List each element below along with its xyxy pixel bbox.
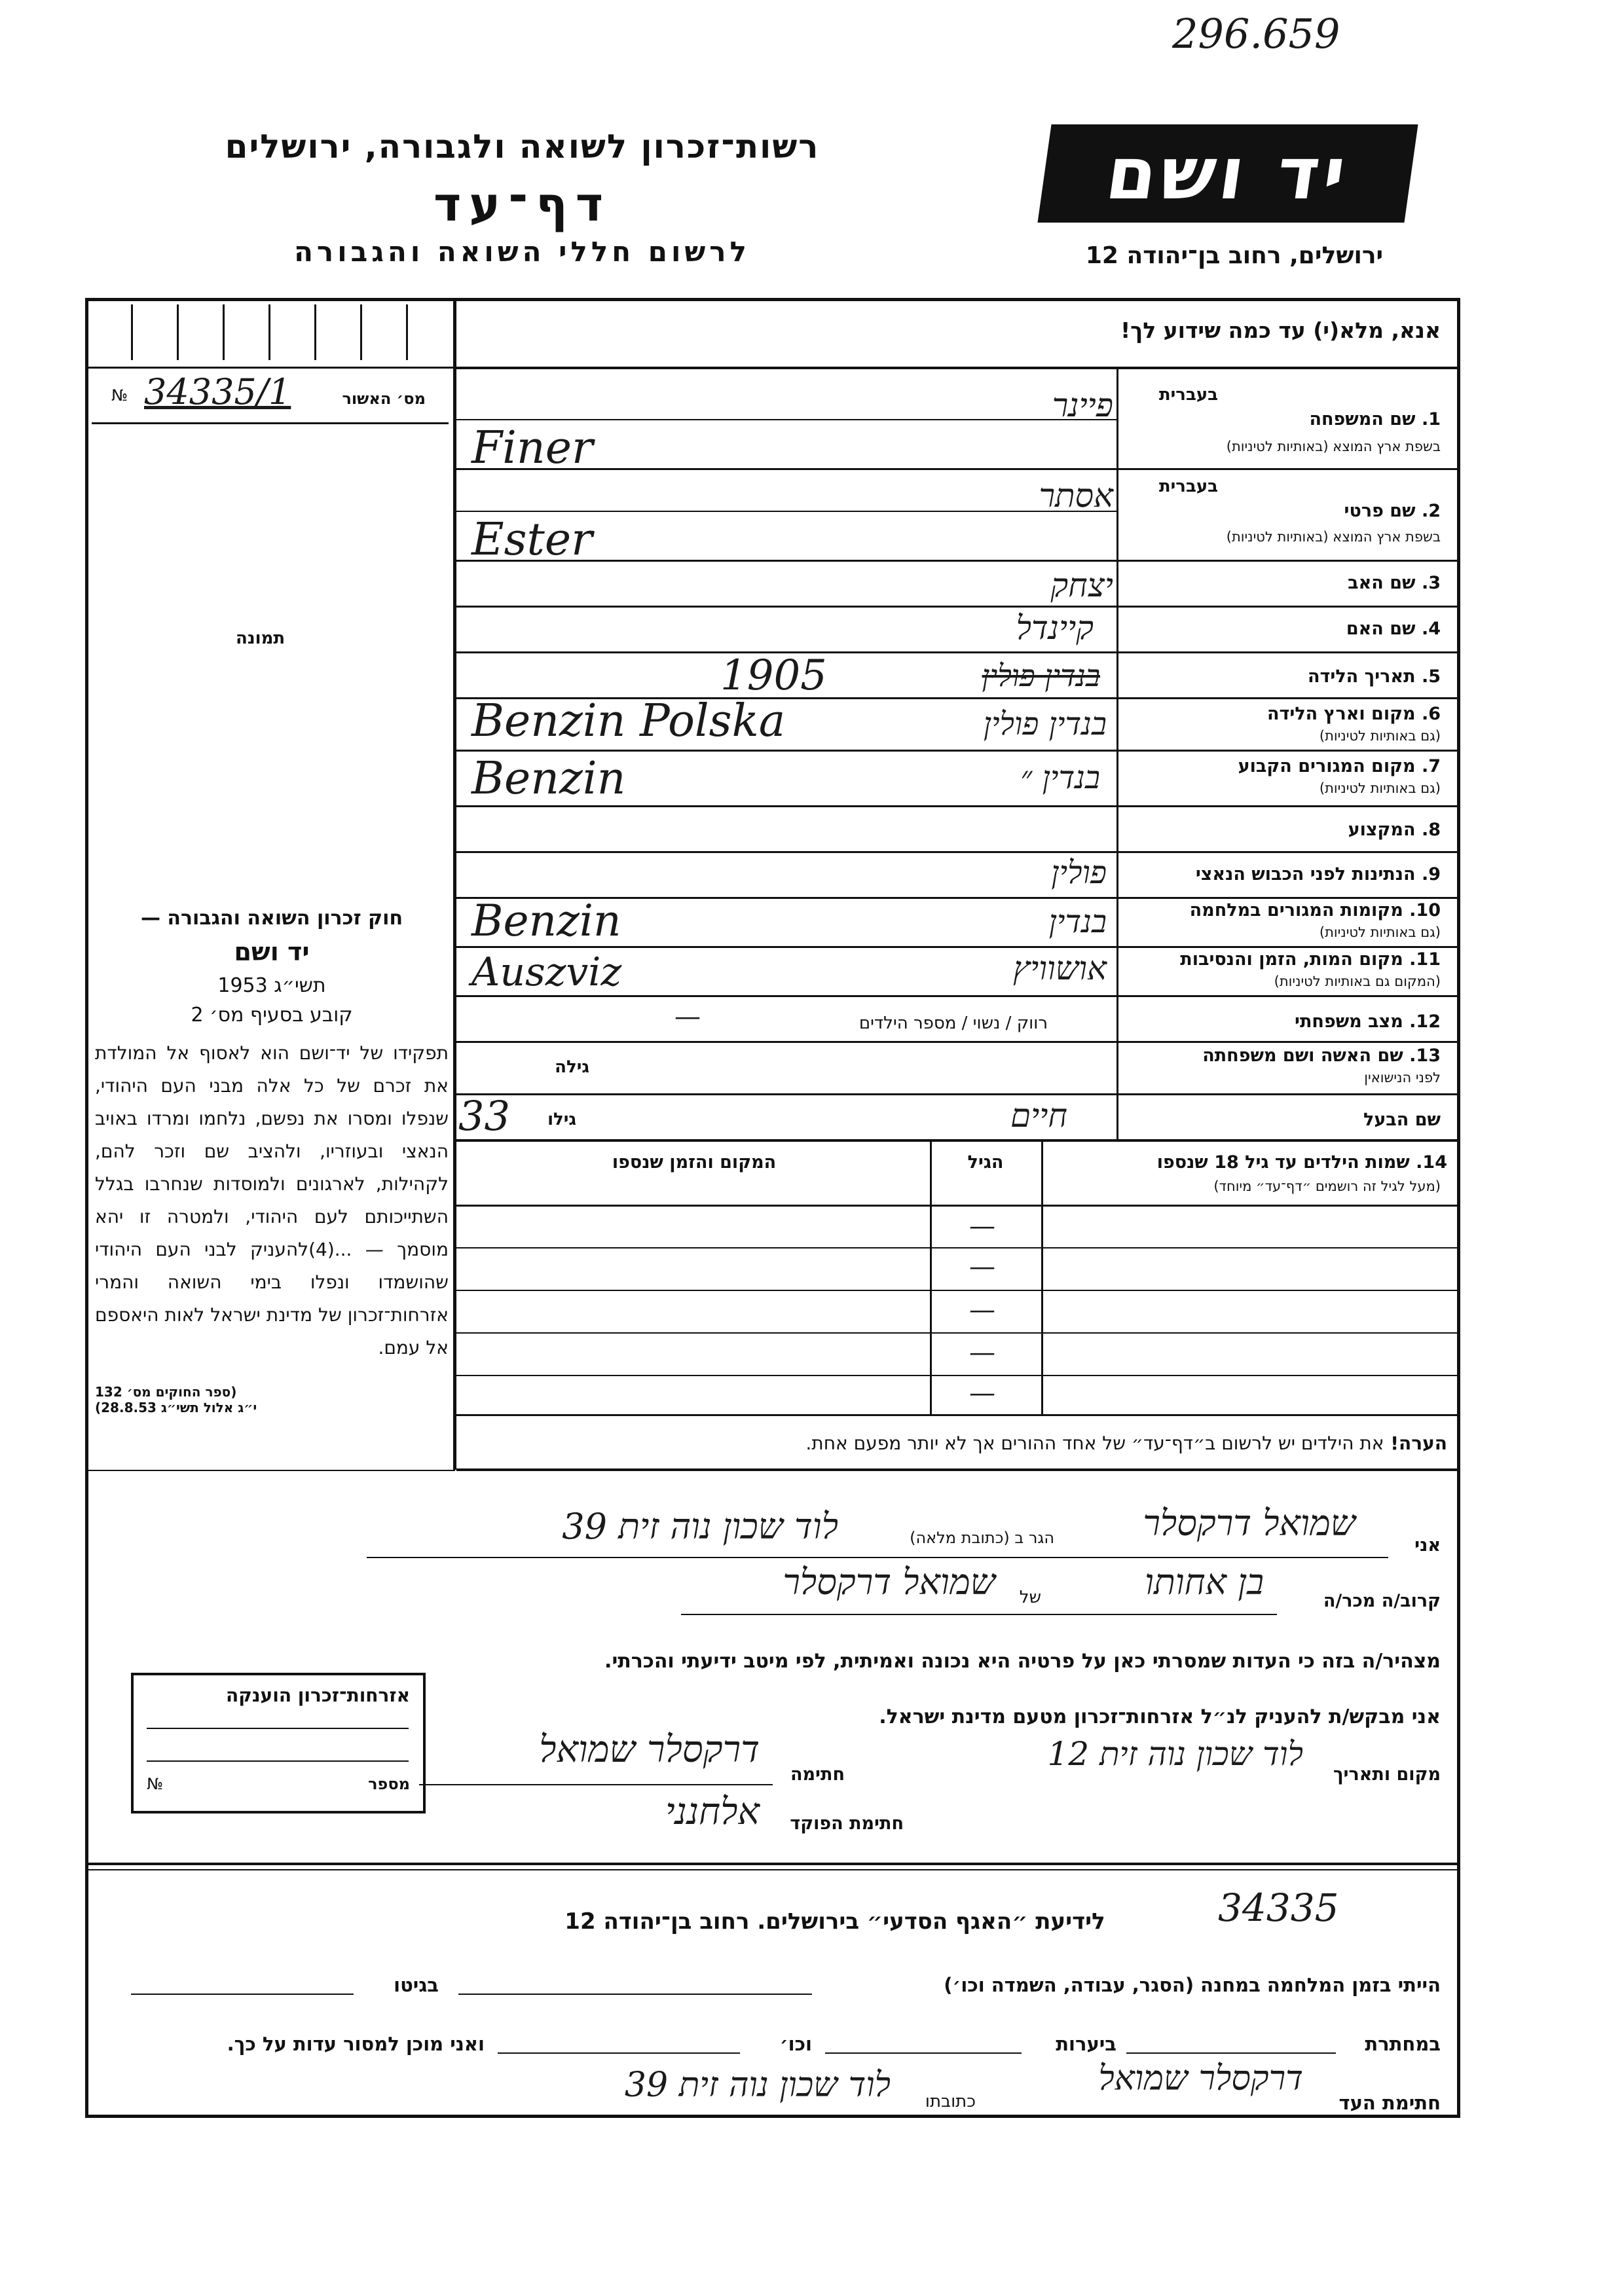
children-num: 14. [1416,1152,1447,1173]
field-11-sub: (המקום גם באותיות לטיניות) [1274,974,1441,989]
children-title [1048,1152,1447,1173]
field-12-value: רווק / נשוי / מספר הילדים [858,1013,1048,1033]
bottom-number: 34335 [1218,1886,1339,1930]
bottom-title: לידיעת ״האגף הסדעי״ בירושלים. רחוב בן־יהודה 12 [564,1908,1105,1935]
law-line-1: חוק זכרון השואה והגבורה — [140,907,403,930]
witness-signature: דרקסלר שמואל [1098,2059,1303,2098]
field-13-title: שם האשה ושם משפחתה [1202,1046,1403,1066]
field-11-value: אושוויץ [1013,949,1107,987]
bottom-line-2-c: וכו׳ [779,2033,812,2055]
field-9-value: פולין [1051,854,1107,891]
child-row-dash: — [969,1378,995,1408]
field-5-num: 5. [1421,666,1441,687]
children-subtitle: (מעל לגיל זה רושמים ״דף־עד״ מיוחד) [1213,1178,1441,1194]
archive-number: 296.659 [1172,10,1340,58]
intro-line: אנא, מלא(י) עד כמה שידוע לך! [1120,318,1441,343]
field-7-num: 7. [1421,756,1441,776]
children-col-2 [930,1139,932,1414]
field-11-latin: Auszviz [471,949,622,995]
field-8-num: 8. [1421,820,1441,840]
field-12-label [1126,1011,1441,1032]
witness-label: חתימת העד [1338,2092,1441,2114]
field-13-sub: לפני הנישואין [1364,1070,1441,1085]
field-2-num: 2. [1421,501,1441,521]
field-4-num: 4. [1421,619,1441,639]
declarant-address: לוד שכון נוה זית 39 [562,1506,838,1547]
field-5-struck: בנדין פולין [982,658,1100,693]
field-2-label [1126,501,1441,521]
field-8-title: המקצוע [1348,820,1416,840]
field-7-label [1126,756,1441,776]
field-7-title: מקום המגורים הקבוע [1238,756,1416,776]
form-subtitle: לרשום חללי השואה והגבורה [294,236,750,268]
field-4-value: קיינדל [1016,609,1094,647]
field-1-sub: בשפת ארץ המוצא (באותיות לטיניות) [1226,439,1441,454]
field-13-age-label: גילה [555,1057,589,1077]
witness-address-label: כתובתו [925,2092,976,2111]
field-12-marker: — [674,1002,701,1032]
relation-value: בן אחותו [1145,1561,1264,1603]
field-10-latin: Benzin [471,896,621,946]
official-value: אלחנני [665,1791,760,1833]
law-line-3: תשי״ג 1953 [217,974,326,997]
field-6-label [1126,704,1441,724]
citizenship-box [131,1673,426,1813]
field-5-label [1126,666,1441,687]
field-3-label [1126,573,1441,593]
form-title: דף־עד [433,177,612,232]
field-1-title: שם המשפחה [1309,409,1416,429]
children-col-place: המקום והזמן שנספו [612,1152,777,1173]
husband-age-value: 33 [458,1092,510,1140]
bottom-line-2-b: ביערות [1056,2033,1116,2055]
husband-label: שם הבעל [1363,1110,1441,1130]
child-row-dash: — [969,1295,995,1325]
note-label: הערה! [1390,1432,1447,1454]
children-col-age: הגיל [967,1152,1004,1173]
field-1-num: 1. [1421,409,1441,429]
header-address: ירושלים, רחוב בן־יהודה 12 [1085,242,1384,269]
citizenship-number-label: מספר [368,1775,410,1793]
field-9-num: 9. [1421,864,1441,884]
relation-of-label: של [1019,1588,1041,1607]
witness-address: לוד שכון נוה זית 39 [624,2066,891,2105]
field-2-hebrew: אסתר [1039,477,1113,515]
field-3-num: 3. [1421,573,1441,593]
law-line-2: יד ושם [234,938,310,966]
field-2-sub: בשפת ארץ המוצא (באותיות לטיניות) [1226,529,1441,545]
field-6-sub: (גם באותיות לטיניות) [1319,728,1441,744]
field-10-label [1126,900,1441,920]
field-10-title: מקומות המגורים במלחמה [1189,900,1403,920]
field-3-title: שם האב [1348,573,1416,593]
field-lang-hebrew: בעברית [1158,385,1218,405]
request-text: אני מבקש/ת להעניק לנ״ל אזרחות־זכרון מטעם מדינת ישראל. [879,1705,1441,1728]
field-13-num: 13. [1409,1046,1441,1066]
bottom-line-2-a: במחתרת [1365,2033,1441,2055]
child-row-dash: — [969,1211,995,1241]
declarant-name: שמואל דרקסלר [1143,1503,1356,1544]
citizenship-prefix: № [147,1775,163,1793]
field-8-label [1126,820,1441,840]
declarant-i-label: אני [1414,1535,1441,1556]
bottom-line-1: הייתי בזמן המלחמה במחנה (הסגר, עבודה, השמדה וכו׳) [944,1974,1441,1996]
field-5-value: 1905 [720,651,827,700]
bottom-line-2-d: ואני מוכן למסור עדות על כך. [227,2033,485,2055]
field-5-title: תאריך הלידה [1307,666,1416,687]
field-7-value: בנדין ״ [1020,759,1100,796]
field-3-value: יצחק [1050,566,1113,604]
field-11-title: מקום המות, הזמן והנסיבות [1180,949,1403,970]
field-11-num: 11. [1409,949,1441,970]
declaration-text: מצהיר/ה בזה כי העדות שמסרתי כאן על פרטיה היא נכונה ואמיתית, לפי מיטב ידיעתי והכרתי. [604,1650,1441,1673]
field-10-value: בנדין [1048,903,1107,940]
code-boxes [85,298,455,369]
field-10-sub: (גם באותיות לטיניות) [1319,924,1441,940]
children-col-1 [1041,1139,1043,1414]
law-body: תפקידו של יד־ושם הוא לאסוף אל המולדת את זכרם של כל אלה מבני העם היהודי, שנפלו ומסרו את נפשם, נלחמו ומרדו באויב הנאצי ובעוזריו, ולהציב שם וזכר להם, לקהילות, לארגונים ולמוסדות שנחרבו בגלל השתייכותם לעם היהודי, ולמטרה זו יהא מוסמך — ...(4)להעניק לבני העם היהודי שהושמדו ונפלו בימי השואה והמרי אזרחות־זכרון של מדינת ישראל לאות היאספם אל עמם. [95,1042,449,1358]
field-7-sub: (גם באותיות לטיניות) [1319,780,1441,796]
field-1-label [1126,409,1441,429]
logo-text: יד ושם [1101,132,1355,215]
field-12-title: מצב משפחתי [1295,1011,1403,1032]
registration-label: מס׳ האשור [342,390,426,408]
ghetto-label: בגיטו [394,1974,439,1996]
field-7-latin: Benzin [471,753,626,805]
field-6-value: בנדין פולין [983,706,1107,742]
field-13-label [1126,1046,1441,1066]
signature-label: חתימה [790,1764,845,1785]
declarant-residing-label: הגר ב (כתובת מלאה) [910,1529,1054,1547]
field-2-lang: בעברית [1158,477,1218,496]
husband-value: חיים [1010,1097,1067,1135]
law-box [95,907,449,1415]
children-title-text: שמות הילדים עד גיל 18 שנספו [1156,1152,1410,1173]
child-row-dash: — [969,1338,995,1368]
note-row [471,1432,1447,1454]
field-4-label [1126,619,1441,639]
field-10-num: 10. [1409,900,1441,920]
husband-age-label: גילו [547,1110,576,1129]
relation-label: קרוב/ה מכר/ה [1323,1591,1441,1611]
note-text: את הילדים יש לרשום ב״דף־עד״ של אחד ההורים אך לא יותר מפעם אחת. [805,1432,1384,1454]
citizenship-title: אזרחות־זכרון הוענקה [226,1685,410,1706]
registration-row [92,371,449,424]
field-6-latin: Benzin Polska [471,695,786,747]
registration-prefix: № [111,386,128,405]
law-line-4: קובע בסעיף מס׳ 2 [191,1004,353,1027]
official-label: חתימת הפוקד [790,1813,904,1834]
left-column-divider [453,298,456,1470]
field-9-title: הנתינות לפני הכבוש הנאצי [1195,864,1416,884]
field-11-label [1126,949,1441,970]
relation-of: שמואל דרקסלר [783,1561,995,1603]
field-1-hebrew: פיינר [1052,386,1113,424]
law-footer-2: י״ג אלול תשי״ג 28.8.53) [95,1400,257,1415]
field-9-label [1126,864,1441,884]
signature-value: דרקסלר שמואל [539,1728,760,1771]
authority-title: רשות־זכרון לשואה ולגבורה, ירושלים [225,128,820,166]
place-date-label: מקום ותאריך [1333,1764,1441,1785]
photo-label: תמונה [236,629,286,648]
registration-value: 34335/1 [144,371,291,412]
labels-divider [1116,367,1118,1139]
field-4-title: שם האם [1346,619,1416,639]
yad-vashem-logo [1037,124,1418,223]
field-2-title: שם פרטי [1344,501,1416,521]
place-date-value: לוד שכון נוה זית 12 [1047,1735,1303,1773]
field-2-latin: Ester [471,514,593,566]
field-6-title: מקום וארץ הלידה [1266,704,1416,724]
field-1-latin: Finer [471,422,593,474]
child-row-dash: — [969,1252,995,1282]
field-12-num: 12. [1409,1011,1441,1032]
law-footer-1: (ספר החוקים מס׳ 132 [95,1384,237,1400]
field-6-num: 6. [1421,704,1441,724]
